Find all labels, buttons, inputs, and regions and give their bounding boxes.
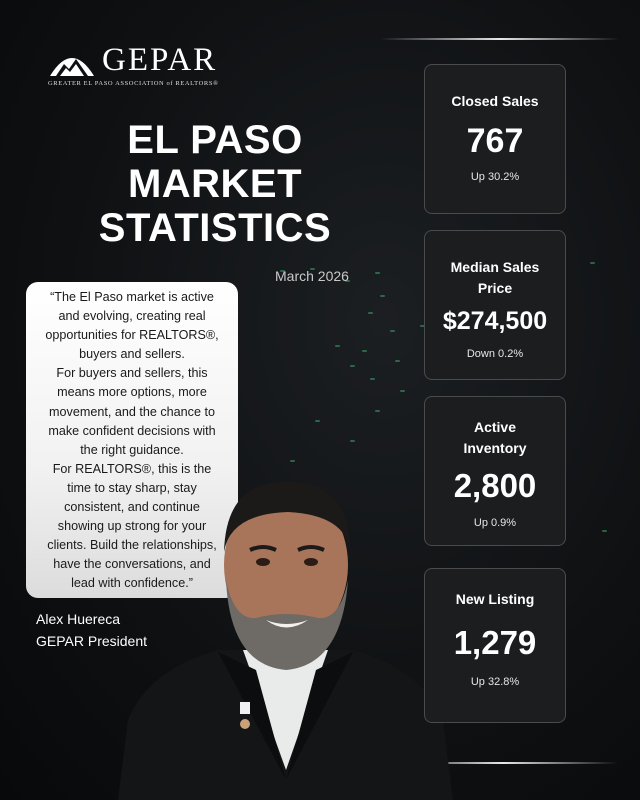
quote-line: the right guidance. — [80, 442, 184, 457]
gepar-logo — [48, 42, 248, 96]
quote-line: have the conversations, and — [53, 557, 211, 572]
stat-card-median-sales-price — [424, 230, 566, 380]
brand-tagline: GREATER EL PASO ASSOCIATION of REALTORS® — [48, 80, 219, 87]
title-line: MARKET — [127, 162, 303, 206]
stat-value: 767 — [466, 122, 524, 160]
title-line: EL PASO — [127, 118, 303, 162]
quote-line: showing up strong for your — [57, 519, 207, 534]
stat-change: Up 32.8% — [470, 676, 520, 688]
stat-change: Up 30.2% — [470, 171, 520, 183]
stat-card-new-listing — [424, 568, 566, 723]
stat-change: Up 0.9% — [473, 517, 517, 529]
quote-line: consistent, and continue — [64, 500, 200, 515]
quote-line: For buyers and sellers, this — [56, 366, 208, 381]
stat-label: Closed Sales — [451, 93, 539, 109]
mountain-logo-icon — [48, 46, 96, 78]
brand-name: GEPAR — [102, 42, 218, 78]
stat-change: Down 0.2% — [466, 348, 524, 360]
author-name: Alex Huereca — [36, 611, 121, 627]
president-photo — [118, 470, 453, 800]
top-glow-line — [380, 38, 620, 40]
quote-line: time to stay sharp, stay — [67, 480, 197, 495]
quote-line: opportunities for REALTORS®, — [45, 328, 219, 343]
author-role: GEPAR President — [36, 633, 148, 649]
page-title — [60, 118, 370, 250]
quote-line: lead with confidence.” — [71, 576, 193, 591]
stat-card-closed-sales — [424, 64, 566, 214]
quote-line: buyers and sellers. — [79, 347, 185, 362]
stat-label: Active Inventory — [463, 419, 527, 456]
stat-label: Median Sales Price — [450, 259, 540, 296]
stat-label: New Listing — [455, 591, 535, 607]
stat-value: $274,500 — [442, 307, 548, 335]
stat-card-active-inventory — [424, 396, 566, 546]
stat-value: 1,279 — [453, 624, 537, 661]
title-line: STATISTICS — [98, 206, 332, 250]
quote-line: make confident decisions with — [48, 423, 216, 438]
quote-line: “The El Paso market is active — [50, 290, 214, 304]
quote-line: and evolving, creating real — [58, 309, 206, 324]
report-date: March 2026 — [275, 268, 349, 284]
quote-line: clients. Build the relationships, — [47, 538, 217, 553]
quote-line: For REALTORS®, this is the — [52, 461, 212, 476]
stat-value: 2,800 — [453, 467, 537, 504]
quote-line: means more options, more — [57, 385, 207, 400]
quote-line: movement, and the chance to — [49, 404, 215, 419]
